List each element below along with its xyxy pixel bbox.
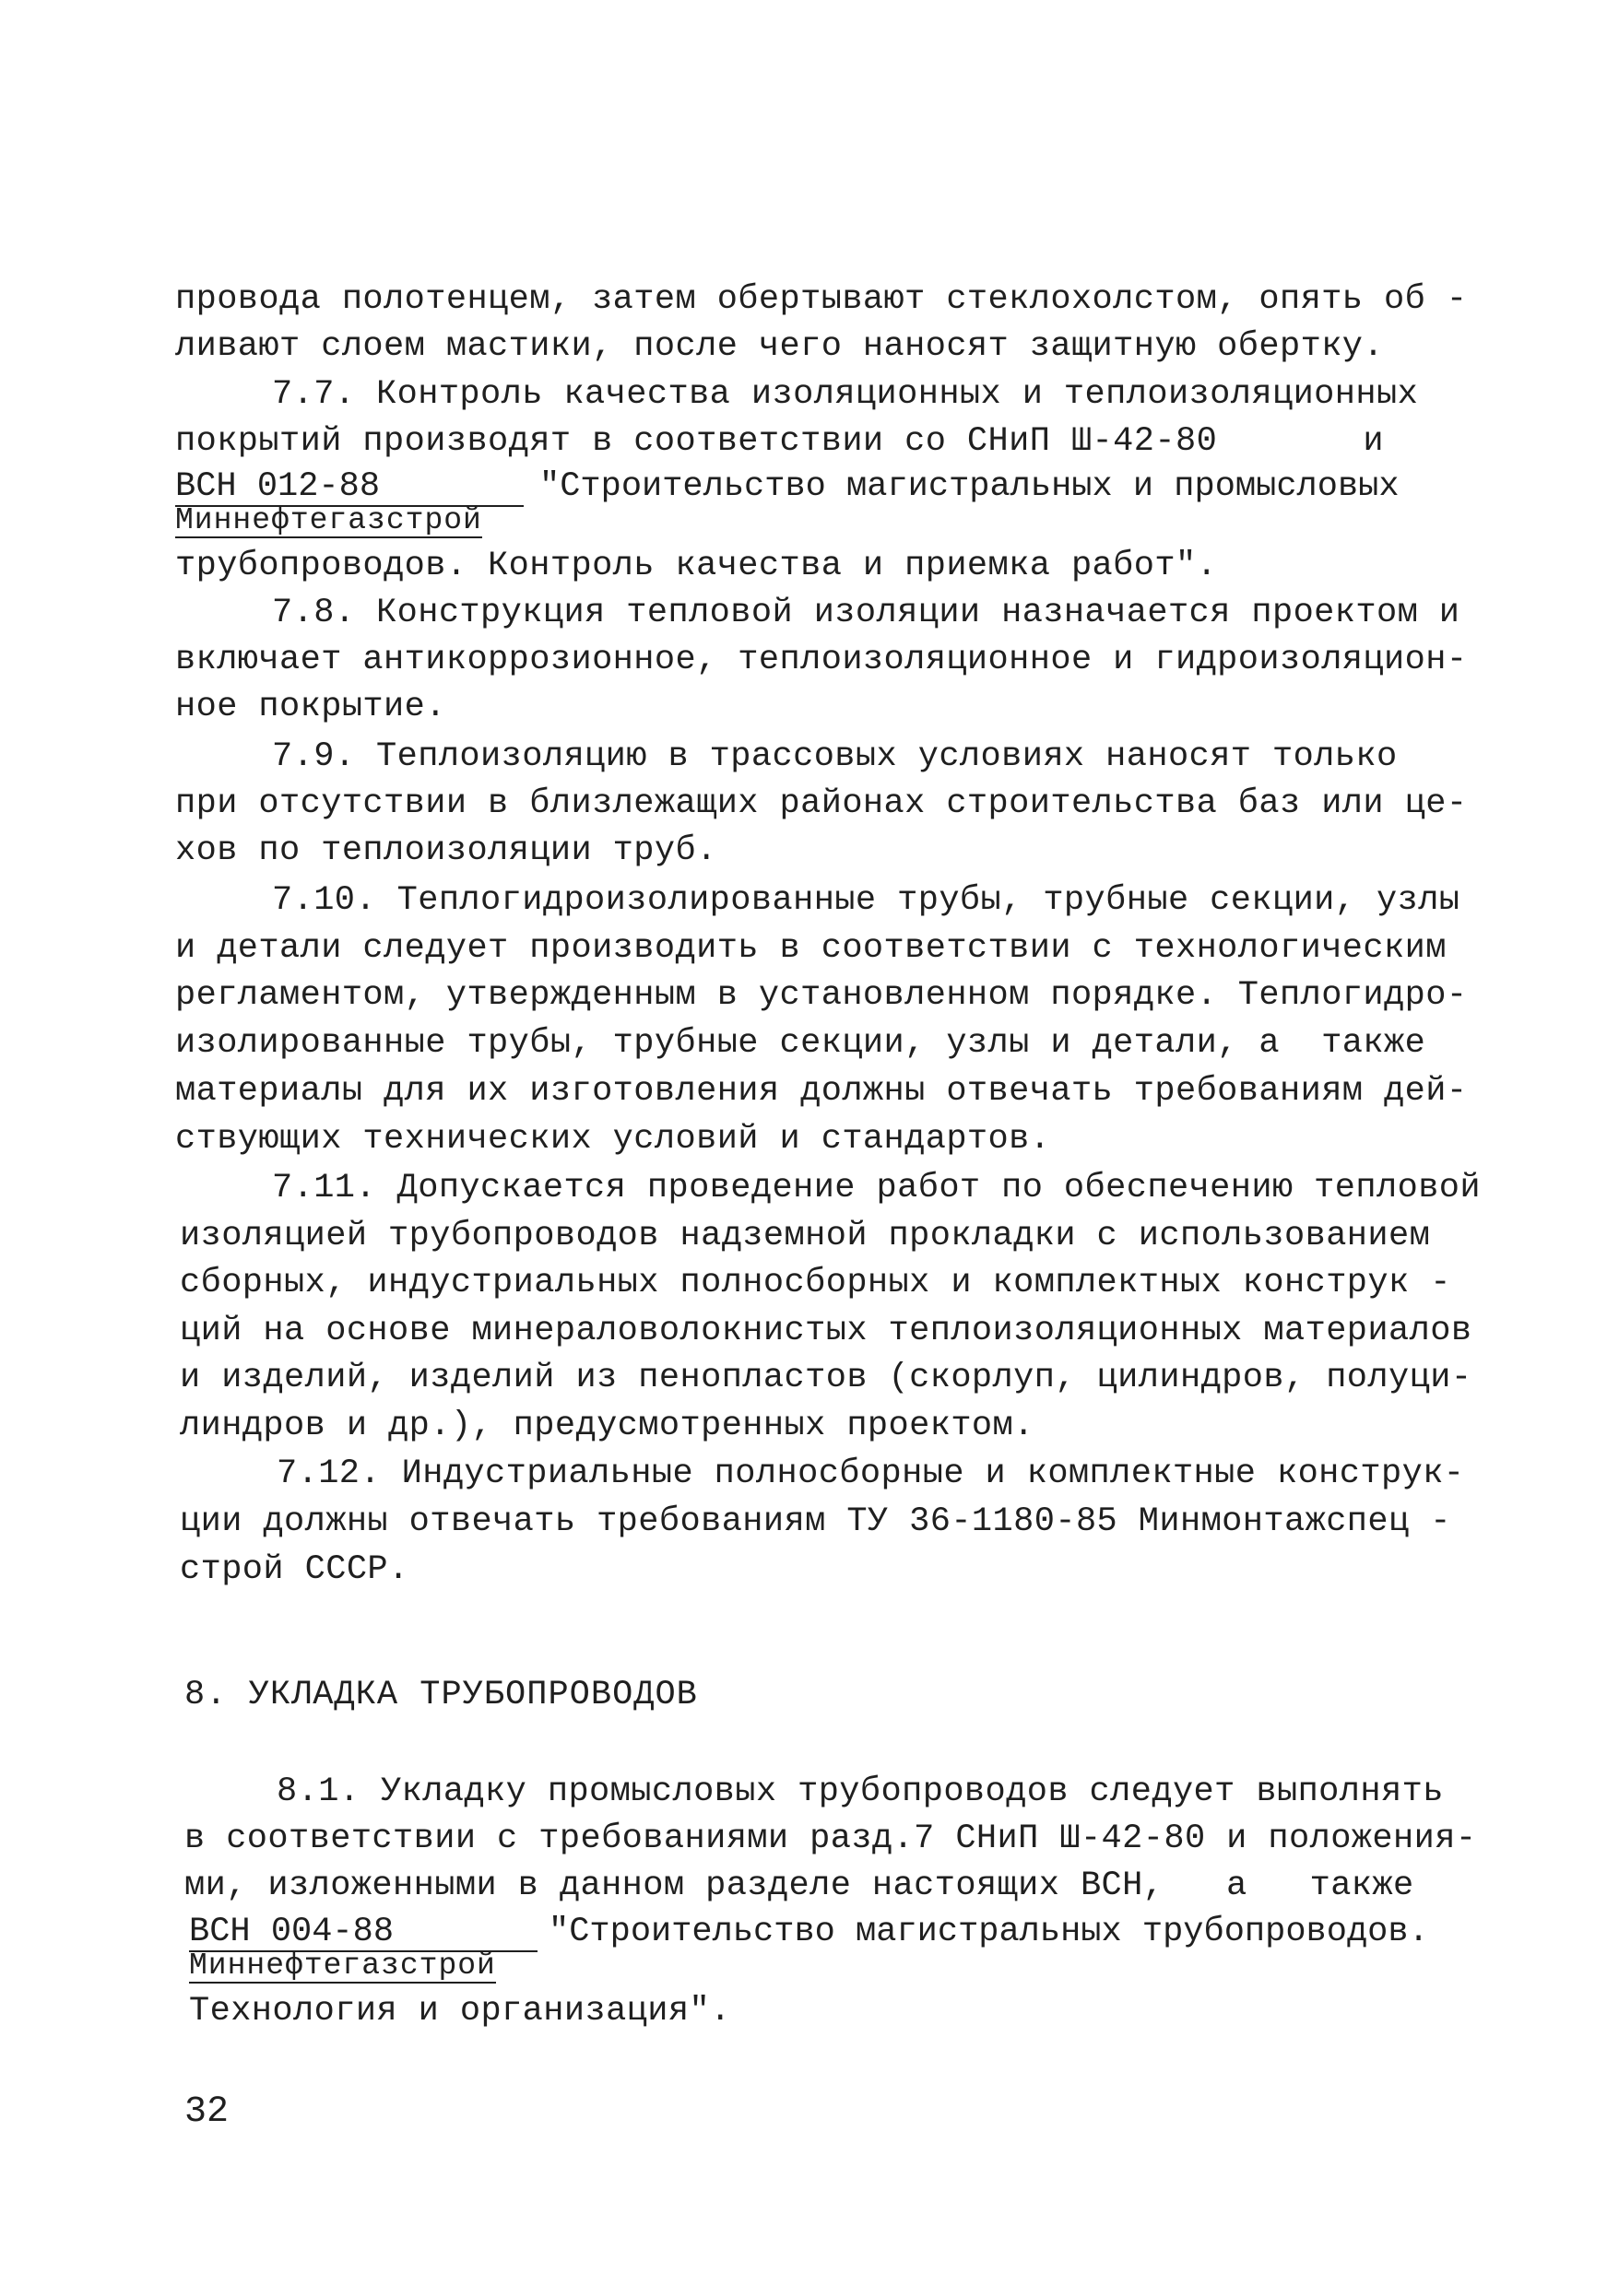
text-line: трубопроводов. Контроль качества и приемка работ". <box>175 547 1218 585</box>
text-line: ми, изложенными в данном разделе настоящих ВСН, а также <box>184 1866 1414 1905</box>
text-line: при отсутствии в близлежащих районах строительства баз или це- <box>175 784 1468 823</box>
text-line: 8.1. Укладку промысловых трубопроводов следует выполнять <box>277 1772 1444 1811</box>
text-line: линдров и др.), предусмотренных проектом. <box>180 1407 1034 1445</box>
section-heading: 8. УКЛАДКА ТРУБОПРОВОДОВ <box>184 1676 698 1714</box>
text-line: 7.7. Контроль качества изоляционных и теплоизоляционных <box>272 375 1419 414</box>
reference-organization: Миннефтегазстрой <box>175 503 482 537</box>
page-number: 32 <box>184 2091 230 2133</box>
text-line: 7.10. Теплогидроизолированные трубы, трубные секции, узлы <box>272 881 1460 920</box>
text-line: ное покрытие. <box>175 688 446 726</box>
text-line: ций на основе минераловолокнистых теплоизоляционных материалов <box>180 1312 1472 1350</box>
text-line: включает антикоррозионное, теплоизоляционное и гидроизоляцион- <box>175 641 1468 679</box>
text-line: 7.8. Конструкция тепловой изоляции назначается проектом и <box>272 594 1460 632</box>
text-line: Технология и организация". <box>189 1992 731 2031</box>
reference-code: ВСН 004-88 <box>189 1913 538 1952</box>
text-line: изоляцией трубопроводов надземной прокладки с использованием <box>180 1217 1431 1255</box>
text-line: сборных, индустриальных полносборных и комплектных конструк - <box>180 1264 1451 1302</box>
reference-code: ВСН 012-88 <box>175 468 524 507</box>
text-line: изолированные трубы, трубные секции, узлы и детали, а также <box>175 1024 1426 1063</box>
text-line: ливают слоем мастики, после чего наносят защитную обертку. <box>175 327 1385 366</box>
text-line: ции должны отвечать требованиям ТУ 36-1180-85 Минмонтажспец - <box>180 1502 1451 1541</box>
text-line: материалы для их изготовления должны отвечать требованиям дей- <box>175 1072 1468 1111</box>
text-line: ствующих технических условий и стандартов. <box>175 1120 1051 1159</box>
text-line: 7.11. Допускается проведение работ по обеспечению тепловой <box>272 1169 1482 1207</box>
text-line: покрытий производят в соответствии со СНиП Ш-42-80 и <box>175 422 1385 461</box>
text-line: и изделий, изделий из пенопластов (скорлуп, цилиндров, полуци- <box>180 1359 1472 1397</box>
reference-organization: Миннефтегазстрой <box>189 1949 496 1983</box>
text-line: провода полотенцем, затем обертывают стеклохолстом, опять об - <box>175 280 1468 319</box>
text-line: 7.9. Теплоизоляцию в трассовых условиях наносят только <box>272 737 1398 776</box>
text-line: и детали следует производить в соответствии с технологическим <box>175 929 1447 968</box>
text-line: регламентом, утвержденным в установленном порядке. Теплогидро- <box>175 976 1468 1015</box>
reference-title: "Строительство магистральных трубопроводов. <box>549 1913 1429 1951</box>
text-line: в соответствии с требованиями разд.7 СНиП Ш-42-80 и положения- <box>184 1819 1477 1858</box>
text-line: 7.12. Индустриальные полносборные и комплектные конструк- <box>277 1454 1465 1493</box>
text-line: хов по теплоизоляции труб. <box>175 831 717 870</box>
reference-title: "Строительство магистральных и промысловых <box>539 467 1400 506</box>
text-line: строй СССР. <box>180 1550 409 1589</box>
